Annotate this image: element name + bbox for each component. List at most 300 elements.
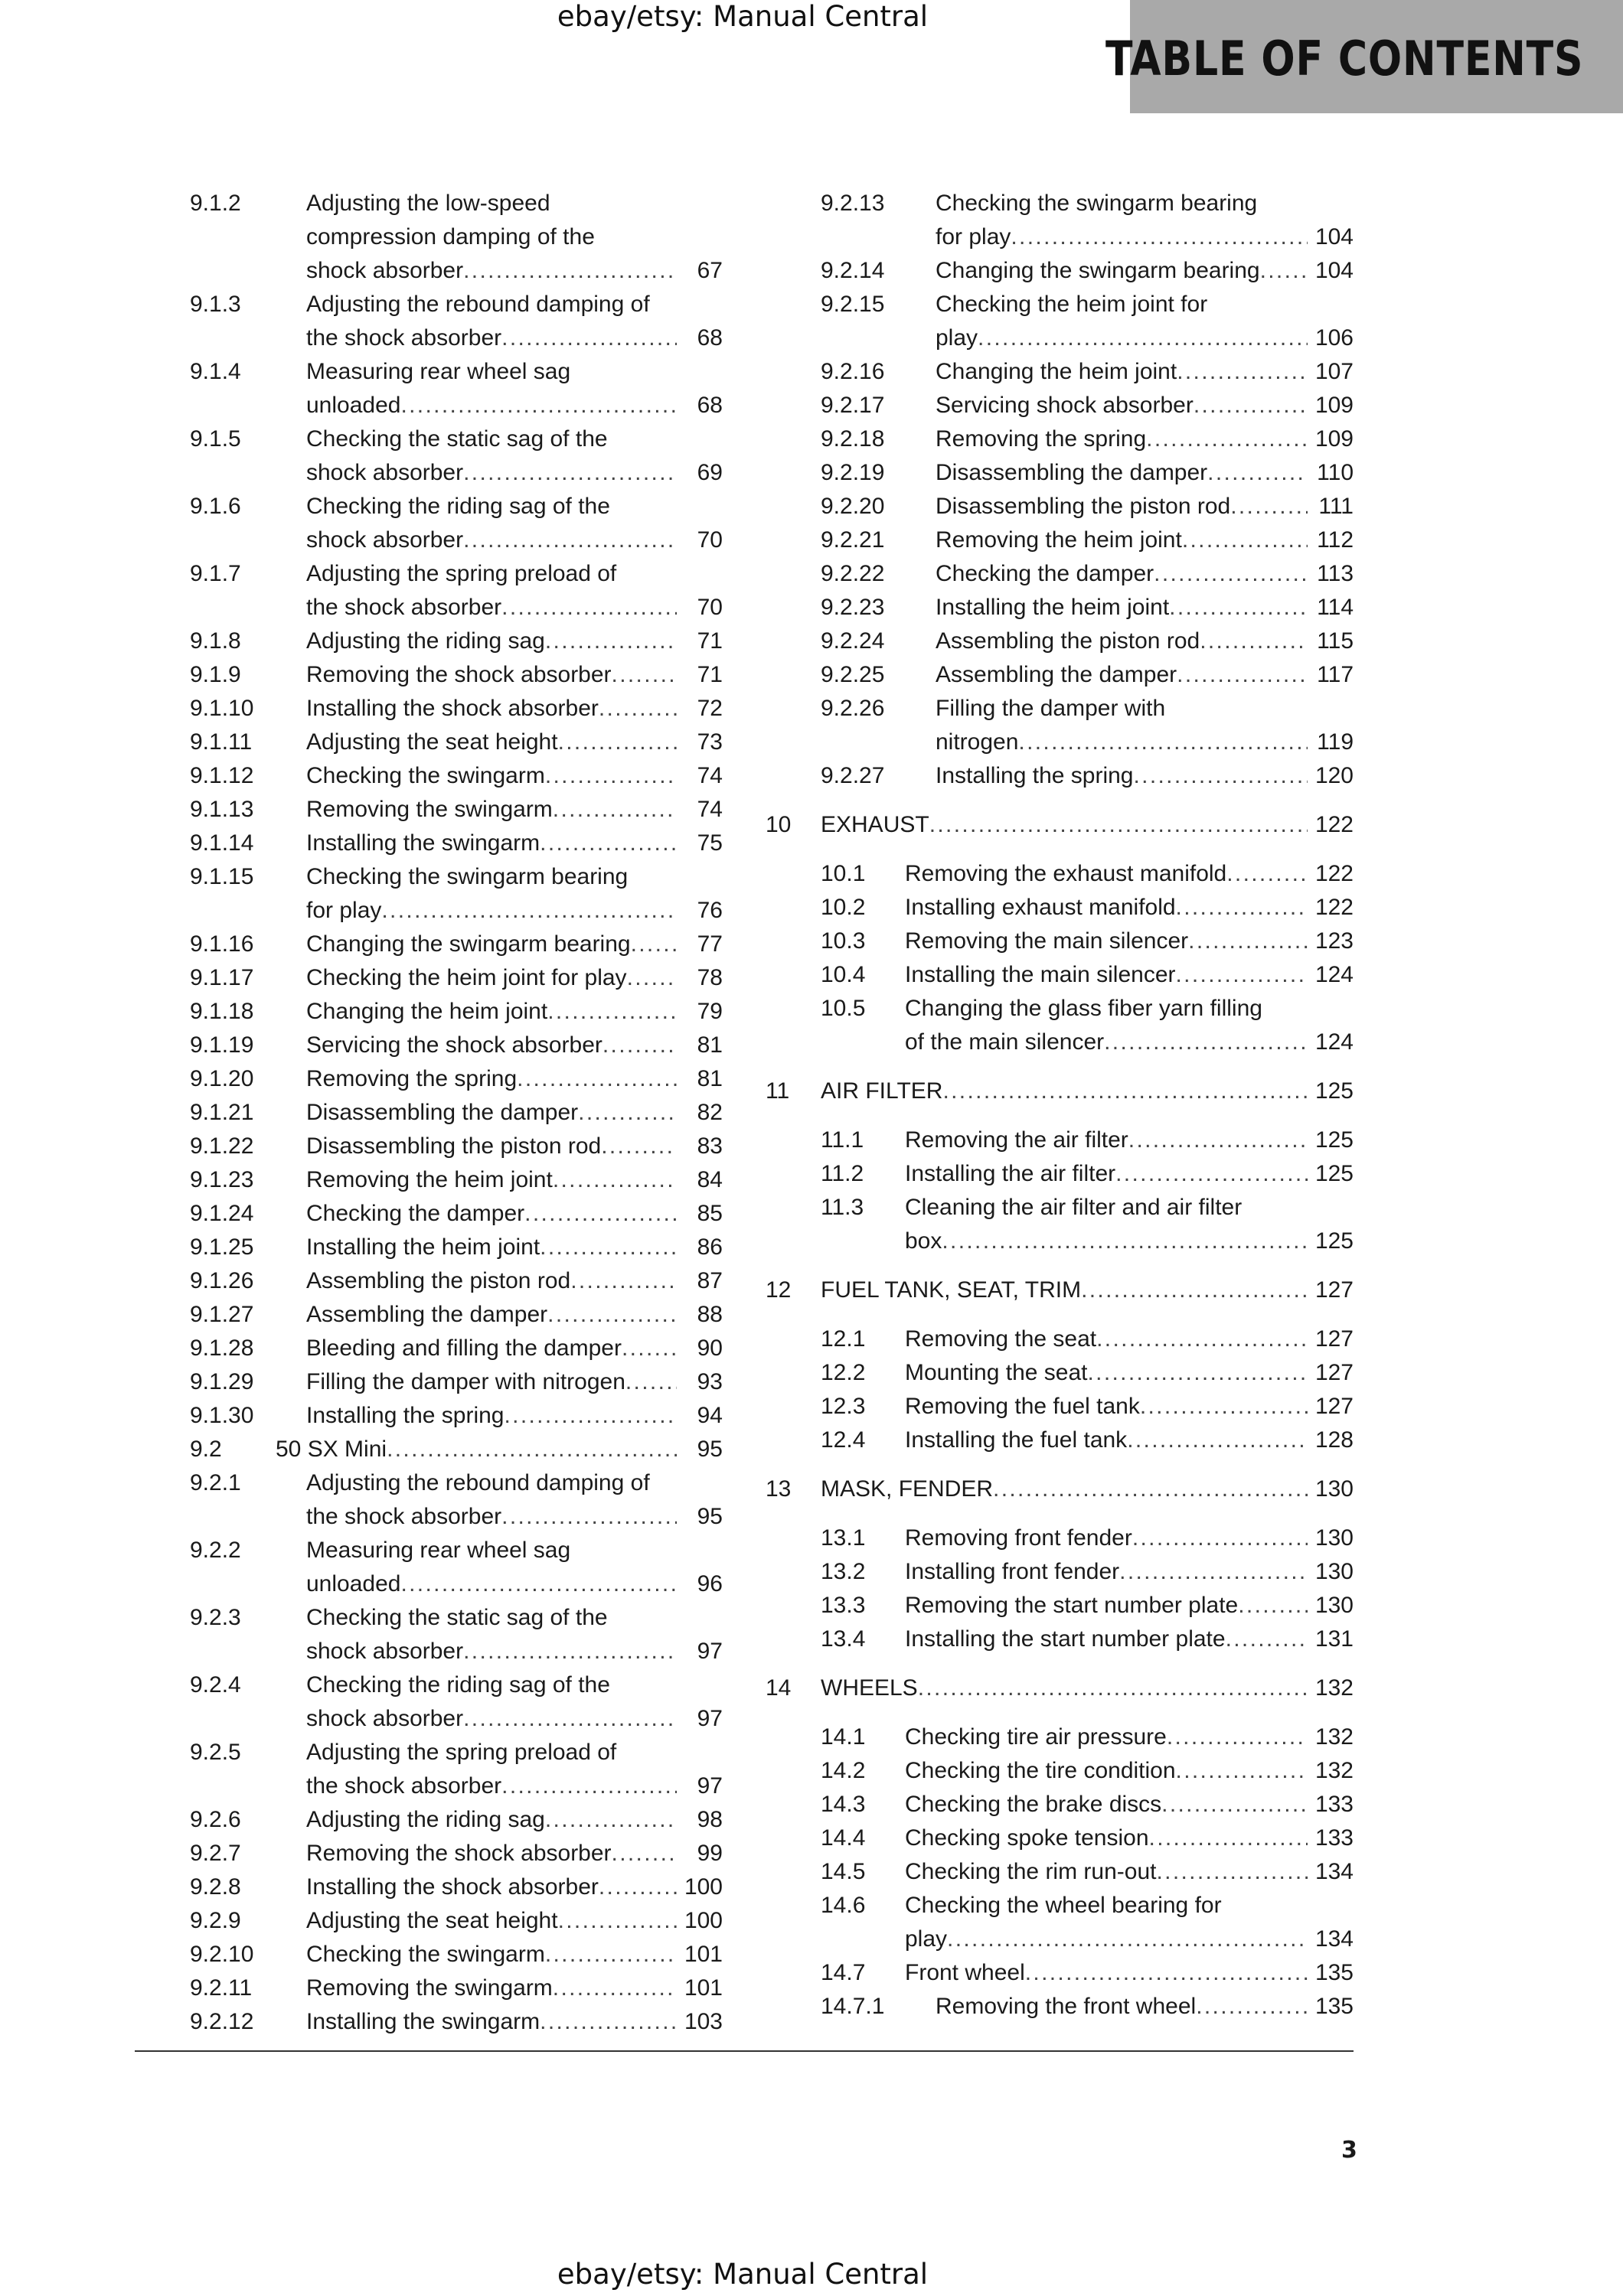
dot-leader (1230, 491, 1308, 521)
toc-entry-number: 9.2.6 (190, 1807, 241, 1832)
toc-entry-number: 10.4 (821, 962, 866, 987)
toc-entry-page: 72 (697, 696, 723, 721)
toc-entry[interactable] (0, 660, 1354, 693)
toc-entry-number: 9.2.3 (190, 1605, 241, 1630)
toc-entry-page: 128 (1314, 1427, 1354, 1453)
toc-entry-title: Filling the damper with nitrogen (306, 1369, 625, 1394)
toc-entry-number: 13.4 (821, 1626, 866, 1652)
toc-entry-page: 78 (697, 965, 723, 990)
toc-entry-page: 87 (697, 1268, 723, 1293)
toc-entry-title: WHEELS (821, 1675, 918, 1701)
toc-entry-page: 74 (697, 797, 723, 822)
toc-entry-title: Installing the spring (306, 1403, 505, 1428)
toc-entry-title: play (936, 325, 978, 351)
toc-entry-number: 9.1.2 (190, 191, 241, 216)
toc-entry-page: 135 (1314, 1994, 1354, 2019)
toc-entry-title: Checking the static sag of the (306, 1605, 608, 1630)
dot-leader (1025, 1958, 1308, 1988)
toc-entry-page: 98 (697, 1807, 723, 1832)
watermark-top: ebay/etsy: Manual Central (557, 0, 929, 33)
dot-leader (1260, 256, 1308, 285)
toc-entry-page: 127 (1314, 1326, 1354, 1352)
toc-entry-page: 130 (1314, 1559, 1354, 1584)
toc-entry[interactable] (0, 1391, 1354, 1425)
dot-leader (1196, 1991, 1308, 2021)
toc-entry-page: 131 (1314, 1626, 1354, 1652)
toc-entry[interactable] (0, 1324, 1354, 1358)
toc-entry-page: 123 (1314, 928, 1354, 954)
toc-entry-page: 100 (684, 1874, 723, 1900)
toc-entry-number: 9.1.11 (190, 729, 253, 755)
dot-leader (1194, 390, 1308, 420)
toc-entry[interactable] (0, 1722, 1354, 1756)
toc-entry-number: 9.2.4 (190, 1672, 241, 1698)
toc-entry-title: Assembling the piston rod (306, 1268, 571, 1293)
toc-entry-number: 12.4 (821, 1427, 866, 1453)
toc-entry-number: 11.3 (821, 1195, 864, 1220)
toc-entry-title: Removing the spring (306, 1066, 518, 1091)
toc-entry-number: 10.5 (821, 996, 866, 1021)
toc-entry[interactable] (0, 357, 1354, 390)
toc-entry[interactable] (0, 1890, 1354, 1958)
dot-leader (1088, 1358, 1308, 1388)
dot-leader (942, 1076, 1308, 1106)
toc-entry-number: 9.2.25 (821, 662, 885, 687)
toc-entry-page: 69 (697, 460, 723, 485)
toc-entry-title: Checking spoke tension (905, 1825, 1149, 1851)
toc-entry-number: 9.1.22 (190, 1133, 254, 1159)
toc-entry-number: 10.3 (821, 928, 866, 954)
toc-entry-title: shock absorber (306, 258, 464, 283)
dot-leader (1154, 559, 1308, 589)
toc-entry-page: 86 (697, 1234, 723, 1260)
dot-leader (942, 1226, 1308, 1256)
toc-entry-page: 67 (697, 258, 723, 283)
toc-entry-page: 124 (1314, 1029, 1354, 1055)
dot-leader (993, 1474, 1308, 1504)
toc-entry[interactable] (0, 1590, 1354, 1624)
toc-entry[interactable] (0, 1557, 1354, 1590)
toc-entry[interactable] (0, 993, 1354, 1061)
toc-entry-number: 9.1.25 (190, 1234, 254, 1260)
toc-entry-page: 95 (697, 1437, 723, 1462)
toc-entry-number: 9.2.8 (190, 1874, 241, 1900)
toc-entry-page: 81 (697, 1066, 723, 1091)
toc-entry[interactable] (0, 693, 1354, 761)
toc-entry-page: 125 (1314, 1161, 1354, 1186)
toc-entry-title: shock absorber (306, 460, 464, 485)
dot-leader (1096, 1324, 1308, 1354)
toc-entry-title: Checking the swingarm bearing (936, 191, 1258, 216)
toc-entry-number: 10.2 (821, 895, 866, 920)
toc-entry-number: 9.1.24 (190, 1201, 254, 1226)
toc-entry-page: 101 (684, 1942, 723, 1967)
toc-entry-page: 75 (697, 830, 723, 856)
toc-entry-title: Checking the tire condition (905, 1758, 1176, 1783)
toc-entry-number: 12.1 (821, 1326, 866, 1352)
toc-entry-title: Removing the fuel tank (905, 1394, 1140, 1419)
toc-entry-page: 97 (697, 1706, 723, 1731)
toc-entry-page: 96 (697, 1571, 723, 1596)
toc-entry[interactable] (0, 1523, 1354, 1557)
toc-entry-page: 103 (684, 2009, 723, 2034)
toc-entry-page: 132 (1314, 1758, 1354, 1783)
toc-entry-page: 71 (697, 628, 723, 654)
dot-leader (1104, 1027, 1308, 1057)
toc-entry-page: 122 (1314, 895, 1354, 920)
toc-entry-title: Removing the seat (905, 1326, 1097, 1352)
toc-entry-number: 12.3 (821, 1394, 866, 1419)
toc-entry-number: 14.7 (821, 1960, 866, 1985)
toc-entry-number: 9.2.7 (190, 1841, 241, 1866)
toc-entry-title: Installing the spring (936, 763, 1134, 788)
toc-entry[interactable] (0, 491, 1354, 525)
toc-entry-number: 14.5 (821, 1859, 866, 1884)
toc-entry-number: 9.2.12 (190, 2009, 254, 2034)
dot-leader (1182, 525, 1308, 555)
toc-entry-title: play (905, 1926, 948, 1952)
toc-entry[interactable] (0, 1624, 1354, 1658)
dot-leader (1081, 1275, 1308, 1305)
toc-entry-title: Bleeding and filling the damper (306, 1336, 622, 1361)
toc-entry[interactable] (0, 1474, 1354, 1508)
toc-entry-number: 14 (766, 1675, 792, 1701)
toc-entry-page: 130 (1314, 1525, 1354, 1551)
toc-entry[interactable] (0, 1159, 1354, 1192)
toc-entry-page: 130 (1314, 1593, 1354, 1618)
toc-entry-number: 13.3 (821, 1593, 866, 1618)
toc-entry-page: 109 (1314, 426, 1354, 452)
toc-entry-title: Assembling the damper (306, 1302, 548, 1327)
dot-leader (1167, 1722, 1308, 1752)
toc-entry-number: 13 (766, 1476, 792, 1502)
toc-entry[interactable] (0, 1125, 1354, 1159)
toc-entry[interactable] (0, 525, 1354, 559)
toc-entry-page: 127 (1314, 1277, 1354, 1303)
toc-entry[interactable] (0, 1275, 1354, 1309)
toc-entry-title: Removing the spring (936, 426, 1147, 452)
toc-entry-number: 9.1.4 (190, 359, 241, 384)
toc-entry-number: 9.2.2 (190, 1538, 241, 1563)
dot-leader (1176, 892, 1308, 922)
toc-entry-title: Checking the swingarm (306, 763, 545, 788)
toc-entry-page: 133 (1314, 1792, 1354, 1817)
toc-entry-number: 9.1.9 (190, 662, 241, 687)
toc-entry-title: Installing the shock absorber (306, 696, 599, 721)
toc-entry-title: Changing the heim joint (306, 999, 548, 1024)
toc-entry-title: AIR FILTER (821, 1078, 943, 1104)
toc-entry-title: unloaded (306, 1571, 401, 1596)
toc-entry-page: 107 (1314, 359, 1354, 384)
toc-entry-number: 13.2 (821, 1559, 866, 1584)
toc-entry-number: 14.3 (821, 1792, 866, 1817)
footer-divider (135, 2050, 1354, 2052)
toc-entry-page: 120 (1314, 763, 1354, 788)
toc-entry-title: Disassembling the piston rod (936, 494, 1231, 519)
toc-entry-number: 10.1 (821, 861, 866, 886)
toc-entry-title: Disassembling the damper (306, 1100, 579, 1125)
toc-entry-title: Checking the rim run-out (905, 1859, 1157, 1884)
toc-entry-title: FUEL TANK, SEAT, TRIM (821, 1277, 1082, 1303)
toc-entry-title: Adjusting the riding sag (306, 1807, 545, 1832)
toc-entry-page: 125 (1314, 1127, 1354, 1153)
toc-entry-title: Checking the swingarm (306, 1942, 545, 1967)
toc-entry[interactable] (0, 1789, 1354, 1823)
toc-entry-title: Adjusting the seat height (306, 1908, 558, 1933)
toc-entry-title: for play (306, 898, 382, 923)
toc-entry[interactable] (0, 458, 1354, 491)
toc-entry-number: 14.6 (821, 1893, 866, 1918)
toc-entry-number: 10 (766, 812, 792, 837)
dot-leader (1176, 960, 1308, 990)
dot-leader (1132, 1523, 1308, 1553)
toc-entry-number: 12.2 (821, 1360, 866, 1385)
toc-entry-number: 9.2.24 (821, 628, 885, 654)
toc-entry-page: 94 (697, 1403, 723, 1428)
dot-leader (947, 1924, 1308, 1954)
toc-entry-page: 119 (1317, 729, 1354, 755)
toc-entry-title: for play (936, 224, 1011, 249)
dot-leader (1238, 1590, 1308, 1620)
toc-entry-page: 133 (1314, 1825, 1354, 1851)
toc-entry-number: 9.2.21 (821, 527, 885, 553)
toc-entry-title: Disassembling the piston rod (306, 1133, 602, 1159)
toc-entry-page: 70 (697, 527, 723, 553)
toc-entry-title: Removing the shock absorber (306, 662, 612, 687)
dot-leader (1161, 1789, 1308, 1819)
toc-entry[interactable] (0, 1823, 1354, 1857)
toc-entry-number: 14.4 (821, 1825, 866, 1851)
toc-entry[interactable] (0, 1857, 1354, 1890)
toc-entry-title: Adjusting the seat height (306, 729, 558, 755)
toc-entry-number: 9.1.26 (190, 1268, 254, 1293)
toc-entry-page: 95 (697, 1504, 723, 1529)
toc-entry[interactable] (0, 559, 1354, 592)
dot-leader (1115, 1159, 1308, 1189)
toc-entry-title: Removing the swingarm (306, 797, 553, 822)
toc-entry[interactable] (0, 1958, 1354, 1991)
toc-entry-page: 132 (1314, 1724, 1354, 1750)
toc-entry-title: shock absorber (306, 1639, 464, 1664)
toc-entry-title: the shock absorber (306, 1504, 502, 1529)
toc-entry-page: 134 (1314, 1859, 1354, 1884)
toc-entry-page: 99 (697, 1841, 723, 1866)
toc-entry-page: 68 (697, 325, 723, 351)
toc-entry-title: Front wheel (905, 1960, 1025, 1985)
toc-entry-title: Assembling the damper (936, 662, 1177, 687)
toc-entry[interactable] (0, 1076, 1354, 1110)
toc-entry-page: 97 (697, 1773, 723, 1799)
toc-entry-number: 9.1.20 (190, 1066, 254, 1091)
toc-entry-number: 9.1.17 (190, 965, 254, 990)
toc-entry-number: 11 (766, 1078, 790, 1104)
page-title: TABLE OF CONTENTS (1105, 31, 1583, 86)
toc-entry-title: Checking tire air pressure (905, 1724, 1167, 1750)
dot-leader (1011, 222, 1308, 252)
toc-entry[interactable] (0, 1358, 1354, 1391)
dot-leader (1140, 1391, 1308, 1421)
toc-entry-number: 9.1.28 (190, 1336, 254, 1361)
toc-entry-number: 13.1 (821, 1525, 866, 1551)
toc-entry-number: 9.2.18 (821, 426, 885, 452)
toc-entry-page: 112 (1317, 527, 1354, 553)
toc-entry-title: Checking the brake discs (905, 1792, 1162, 1817)
toc-entry[interactable] (0, 1673, 1354, 1707)
toc-entry-page: 109 (1314, 393, 1354, 418)
toc-entry-number: 9.2.27 (821, 763, 885, 788)
toc-entry-title: Measuring rear wheel sag (306, 359, 571, 384)
toc-entry-title: Assembling the piston rod (936, 628, 1200, 654)
toc-entry[interactable] (0, 1756, 1354, 1789)
dot-leader (1200, 626, 1308, 656)
toc-entry-page: 125 (1314, 1228, 1354, 1254)
toc-entry-number: 14.1 (821, 1724, 866, 1750)
toc-entry-number: 9.1.19 (190, 1032, 254, 1058)
toc-entry[interactable] (0, 424, 1354, 458)
toc-entry-page: 111 (1318, 494, 1354, 519)
toc-entry-title: Removing the shock absorber (306, 1841, 612, 1866)
toc-entry-number: 14.7.1 (821, 1994, 885, 2019)
dot-leader (1226, 1624, 1308, 1654)
dot-leader (929, 810, 1308, 840)
toc-entry-page: 71 (697, 662, 723, 687)
toc-entry-title: Installing front fender (905, 1559, 1120, 1584)
toc-entry-title: Installing the heim joint (306, 1234, 540, 1260)
toc-entry-title: Removing the front wheel (936, 1994, 1197, 2019)
toc-entry-number: 14.2 (821, 1758, 866, 1783)
toc-entry-title: Adjusting the rebound damping of (306, 1470, 650, 1495)
toc-entry-number: 9.2.9 (190, 1908, 241, 1933)
toc-entry-number: 9.2.22 (821, 561, 885, 586)
toc-entry-number: 9.2.5 (190, 1740, 241, 1765)
toc-entry-title: Servicing the shock absorber (306, 1032, 603, 1058)
page-number: 3 (1341, 2137, 1357, 2164)
toc-entry-page: 106 (1314, 325, 1354, 351)
toc-entry-title: Removing the heim joint (936, 527, 1182, 553)
toc-entry-title: Cleaning the air filter and air filter (905, 1195, 1243, 1220)
toc-entry-title: of the main silencer (905, 1029, 1105, 1055)
toc-entry-number: 9.1.27 (190, 1302, 254, 1327)
toc-entry-title: 50 SX Mini (276, 1437, 387, 1462)
toc-entry-number: 9.1.29 (190, 1369, 254, 1394)
toc-entry-number: 9.1.10 (190, 696, 254, 721)
toc-entry[interactable] (0, 1192, 1354, 1260)
toc-entry-title: Adjusting the low-speed (306, 191, 550, 216)
dot-leader (1149, 1823, 1308, 1853)
dot-leader (1176, 1756, 1308, 1786)
dot-leader (1119, 1557, 1308, 1587)
toc-entry-page: 104 (1314, 258, 1354, 283)
toc-entry[interactable] (0, 188, 1354, 256)
toc-entry-title: Filling the damper with (936, 696, 1166, 721)
dot-leader (918, 1673, 1308, 1703)
toc-entry-page: 79 (697, 999, 723, 1024)
toc-entry-page: 115 (1317, 628, 1354, 654)
toc-entry-page: 88 (697, 1302, 723, 1327)
dot-leader (978, 323, 1308, 353)
toc-entry-title: Removing the air filter (905, 1127, 1128, 1153)
toc-entry-number: 9.2.11 (190, 1975, 253, 2001)
dot-leader (1177, 660, 1308, 690)
toc-entry[interactable] (0, 960, 1354, 993)
toc-entry-page: 90 (697, 1336, 723, 1361)
dot-leader (1207, 458, 1308, 488)
toc-entry-title: Installing the start number plate (905, 1626, 1226, 1652)
toc-entry-title: Checking the damper (936, 561, 1154, 586)
toc-entry-title: Changing the swingarm bearing (306, 931, 631, 957)
toc-entry-title: Adjusting the spring preload of (306, 561, 617, 586)
toc-entry-title: Installing the fuel tank (905, 1427, 1128, 1453)
toc-entry-title: Removing the heim joint (306, 1167, 553, 1192)
toc-entry-page: 101 (684, 1975, 723, 2001)
toc-entry-number: 9.2.19 (821, 460, 885, 485)
dot-leader (1018, 727, 1308, 757)
toc-entry[interactable] (0, 1991, 1354, 2025)
toc-entry[interactable] (0, 810, 1354, 843)
toc-entry-page: 100 (684, 1908, 723, 1933)
toc-entry-number: 11.1 (821, 1127, 864, 1153)
toc-entry[interactable] (0, 892, 1354, 926)
toc-entry[interactable] (0, 859, 1354, 892)
toc-entry-title: Installing the shock absorber (306, 1874, 599, 1900)
toc-entry-number: 9.1.18 (190, 999, 254, 1024)
toc-entry-title: the shock absorber (306, 1773, 502, 1799)
toc-entry-number: 9.2.16 (821, 359, 885, 384)
toc-entry-number: 9.1.16 (190, 931, 254, 957)
toc-entry[interactable] (0, 390, 1354, 424)
toc-entry-page: 134 (1314, 1926, 1354, 1952)
toc-entry-page: 117 (1317, 662, 1354, 687)
toc-entry-number: 12 (766, 1277, 792, 1303)
toc-entry-title: Installing exhaust manifold (905, 895, 1176, 920)
toc-entry-number: 9.1.30 (190, 1403, 254, 1428)
toc-entry-page: 124 (1314, 962, 1354, 987)
toc-entry-page: 82 (697, 1100, 723, 1125)
toc-entry-page: 70 (697, 595, 723, 620)
toc-entry[interactable] (0, 1425, 1354, 1459)
toc-entry-page: 114 (1317, 595, 1354, 620)
toc-entry-title: Servicing shock absorber (936, 393, 1194, 418)
toc-entry-title: Installing the air filter (905, 1161, 1116, 1186)
toc-entry[interactable] (0, 592, 1354, 626)
toc-entry-number: 9.1.8 (190, 628, 241, 654)
toc-entry[interactable] (0, 761, 1354, 794)
dot-leader (1146, 424, 1308, 454)
toc-entry-page: 122 (1314, 861, 1354, 886)
toc-entry[interactable] (0, 256, 1354, 289)
watermark-bottom: ebay/etsy: Manual Central (557, 2258, 929, 2291)
toc-entry-number: 9.1.14 (190, 830, 254, 856)
toc-entry[interactable] (0, 626, 1354, 660)
dot-leader (1177, 357, 1308, 386)
toc-entry-title: Disassembling the damper (936, 460, 1208, 485)
toc-entry[interactable] (0, 289, 1354, 357)
toc-entry-title: Checking the wheel bearing for (905, 1893, 1222, 1918)
toc-entry-number: 9.2.14 (821, 258, 885, 283)
toc-entry[interactable] (0, 926, 1354, 960)
toc-entry-number: 9.1.13 (190, 797, 254, 822)
toc-entry-page: 83 (697, 1133, 723, 1159)
toc-entry-title: Checking the damper (306, 1201, 525, 1226)
toc-entry-page: 97 (697, 1639, 723, 1664)
toc-entry-page: 127 (1314, 1360, 1354, 1385)
toc-entry-title: nitrogen (936, 729, 1019, 755)
toc-entry-title: Changing the glass fiber yarn filling (905, 996, 1262, 1021)
toc-entry-page: 76 (697, 898, 723, 923)
toc-entry-title: Installing the main silencer (905, 962, 1176, 987)
dot-leader (1188, 926, 1308, 956)
toc-entry-number: 9.2 (190, 1437, 222, 1462)
